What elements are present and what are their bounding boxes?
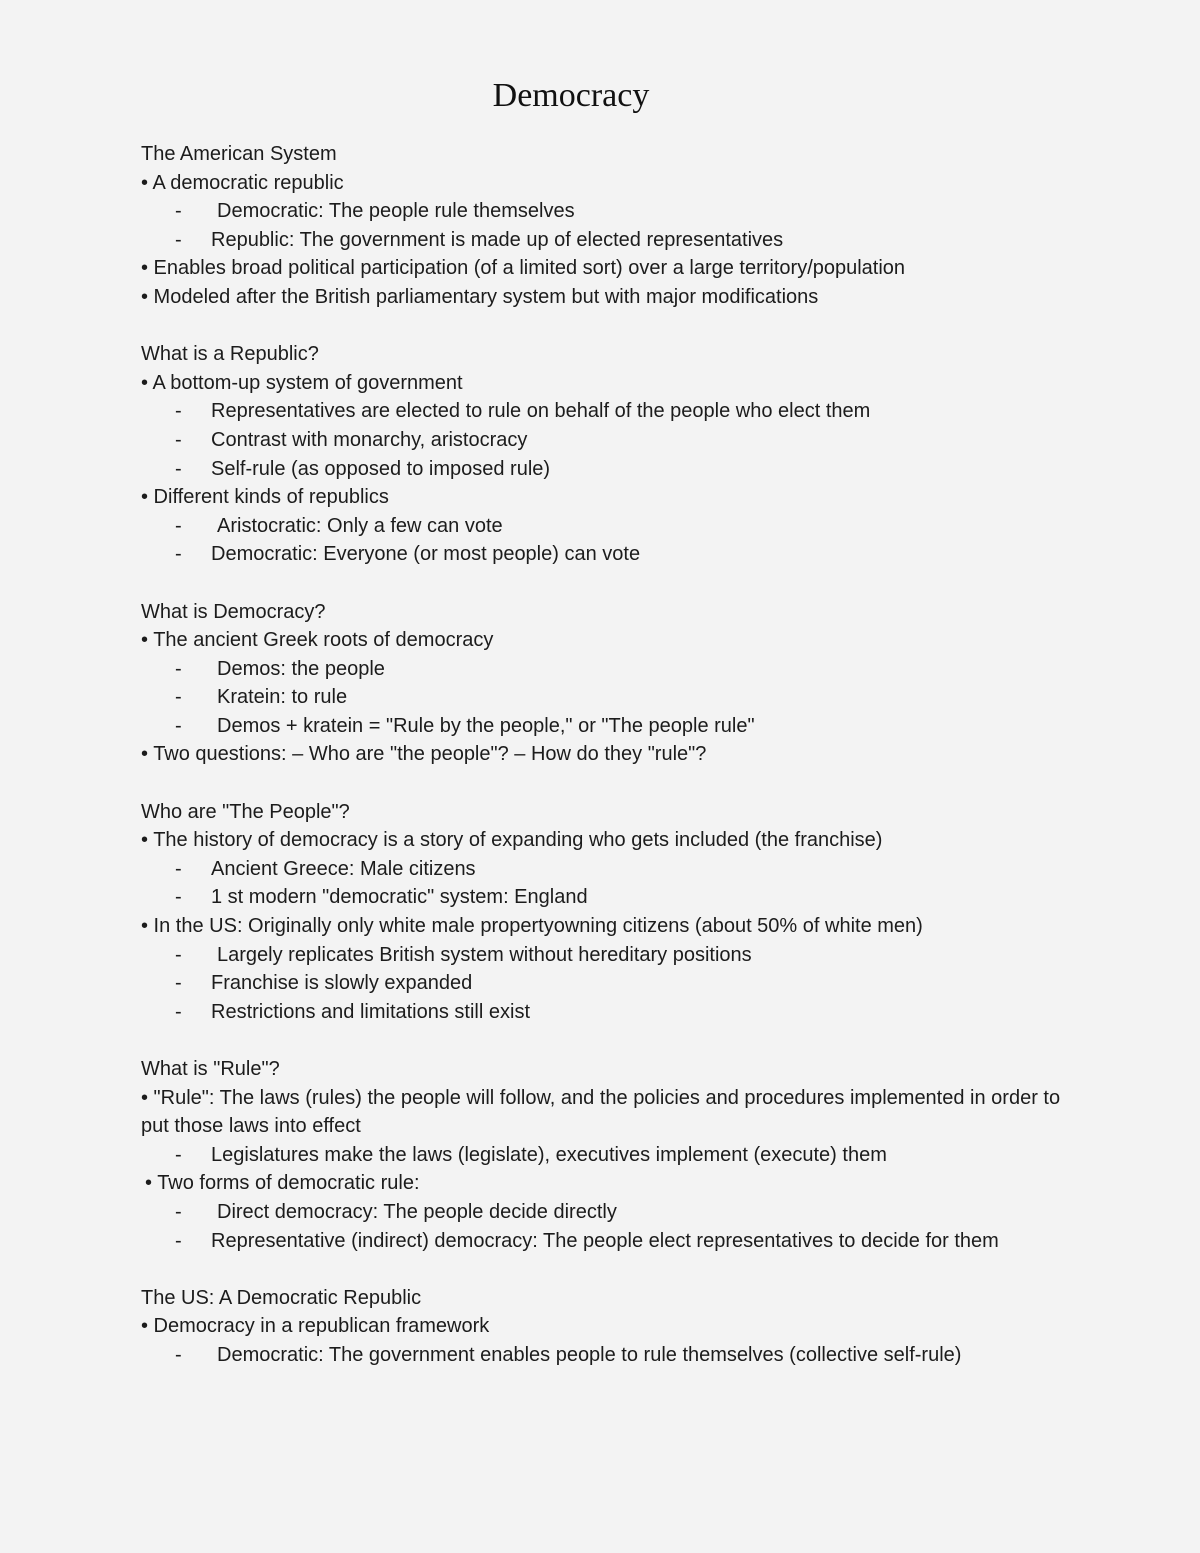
dash-marker: - (175, 657, 182, 680)
bullet-item: • "Rule": The laws (rules) the people will follow, and the policies and procedures implemented in order to put those laws into effect (141, 1086, 1061, 1138)
bullet-item: • In the US: Originally only white male propertyowning citizens (about 50% of white men) (141, 915, 923, 938)
dash-marker: - (175, 1000, 182, 1023)
bullet-item: • Enables broad political participation (of a limited sort) over a large territory/population (141, 257, 906, 280)
sub-bullet-item (141, 426, 1071, 455)
dash-marker: - (175, 400, 182, 423)
dash-marker: - (175, 1143, 182, 1166)
sub-bullet-item (141, 1198, 1071, 1227)
section-gap (141, 769, 1071, 798)
section-heading: What is a Republic? (141, 343, 319, 366)
sub-bullet-item (141, 712, 1071, 741)
section-heading: What is Democracy? (141, 600, 326, 623)
sub-bullet-text: Ancient Greece: Male citizens (211, 857, 476, 880)
sub-bullet-text: Demos: the people (217, 657, 385, 680)
sub-bullet-text: Aristocratic: Only a few can vote (217, 514, 503, 537)
dash-marker: - (175, 1343, 182, 1366)
dash-marker: - (175, 972, 182, 995)
sub-bullet-text: Legislatures make the laws (legislate), executives implement (execute) them (211, 1143, 887, 1166)
sub-bullet-text: Direct democracy: The people decide directly (217, 1200, 617, 1223)
sub-bullet-text: Demos + kratein = "Rule by the people," or "The people rule" (217, 714, 755, 737)
document-body (141, 140, 1071, 1370)
bullet-item: • The history of democracy is a story of expanding who gets included (the franchise) (141, 829, 883, 852)
section-heading: The American System (141, 143, 337, 165)
sub-bullet-item (141, 540, 1071, 569)
section-heading: What is "Rule"? (141, 1058, 280, 1080)
section-gap (141, 1026, 1071, 1055)
sub-bullet-item (141, 883, 1071, 912)
sub-bullet-text: Franchise is slowly expanded (211, 972, 473, 995)
dash-marker: - (175, 1200, 182, 1223)
dash-marker: - (175, 543, 182, 566)
dash-marker: - (175, 200, 182, 223)
sub-bullet-text: Democratic: Everyone (or most people) can vote (211, 543, 641, 566)
section-gap (141, 312, 1071, 341)
sub-bullet-item (141, 998, 1071, 1027)
dash-marker: - (175, 457, 182, 480)
sub-bullet-item (141, 1227, 1071, 1256)
sub-bullet-text: 1 st modern "democratic" system: England (211, 886, 588, 909)
bullet-item: • A bottom-up system of government (141, 371, 463, 394)
sub-bullet-item (141, 1341, 1071, 1370)
dash-marker: - (175, 686, 182, 709)
sub-bullet-text: Contrast with monarchy, aristocracy (211, 428, 528, 451)
bullet-item: • A democratic republic (141, 171, 344, 194)
sub-bullet-item (141, 226, 1071, 255)
sub-bullet-text: Representatives are elected to rule on behalf of the people who elect them (211, 400, 871, 423)
dash-marker: - (175, 857, 182, 880)
sub-bullet-text: Representative (indirect) democracy: The people elect representatives to decide for them (211, 1229, 999, 1252)
sub-bullet-item (141, 655, 1071, 684)
section-gap (141, 1255, 1071, 1284)
sub-bullet-item (141, 197, 1071, 226)
bullet-item: • Two forms of democratic rule: (145, 1172, 420, 1195)
bullet-item: • Different kinds of republics (141, 486, 389, 509)
bullet-item: • Modeled after the British parliamentary system but with major modifications (141, 285, 819, 308)
document-title: Democracy (492, 77, 650, 114)
dash-marker: - (175, 1229, 182, 1252)
dash-marker: - (175, 514, 182, 537)
bullet-item: • Two questions: – Who are "the people"? – How do they "rule"? (141, 743, 707, 766)
sub-bullet-item (141, 455, 1071, 484)
sub-bullet-text: Democratic: The government enables people to rule themselves (collective self-rule) (217, 1343, 962, 1366)
dash-marker: - (175, 714, 182, 737)
section-heading: The US: A Democratic Republic (141, 1286, 422, 1309)
dash-marker: - (175, 886, 182, 909)
sub-bullet-item (141, 969, 1071, 998)
sub-bullet-text: Self-rule (as opposed to imposed rule) (211, 457, 551, 480)
bullet-item: • The ancient Greek roots of democracy (141, 629, 494, 652)
dash-marker: - (175, 228, 182, 251)
sub-bullet-text: Democratic: The people rule themselves (217, 200, 575, 223)
sub-bullet-text: Restrictions and limitations still exist (211, 1000, 530, 1023)
section-heading: Who are "The People"? (141, 800, 350, 823)
sub-bullet-item (141, 855, 1071, 884)
bullet-item: • Democracy in a republican framework (141, 1315, 490, 1338)
sub-bullet-item (141, 397, 1071, 426)
sub-bullet-text: Republic: The government is made up of elected representatives (211, 228, 784, 251)
dash-marker: - (175, 943, 182, 966)
sub-bullet-item (141, 683, 1071, 712)
sub-bullet-text: Largely replicates British system without hereditary positions (217, 943, 752, 966)
sub-bullet-text: Kratein: to rule (217, 686, 348, 709)
section-gap (141, 569, 1071, 598)
sub-bullet-item (141, 941, 1071, 970)
sub-bullet-item (141, 1141, 1071, 1170)
sub-bullet-item (141, 512, 1071, 541)
dash-marker: - (175, 428, 182, 451)
